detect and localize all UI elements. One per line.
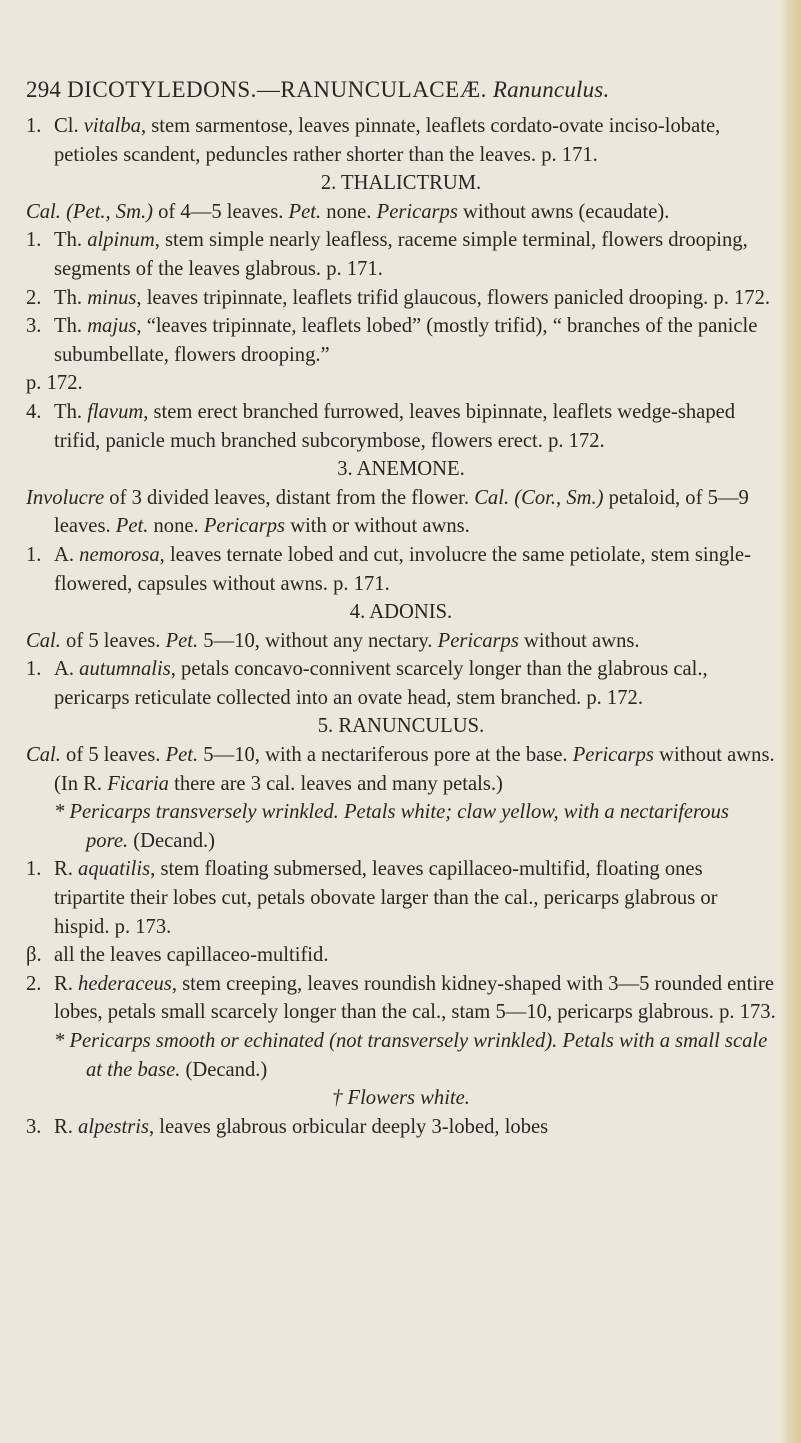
- species-entry-ranunculus-aquatilis: 1. R. aquatilis, stem floating submersed, leaves capillaceo-multifid, floating ones tripartite their lobes cut, petals obovate larger than the cal., pericarps glabrous or hispid. p. 173.: [26, 858, 718, 938]
- species-entry-thalictrum-alpinum: 1. Th. alpinum, stem simple nearly leafless, raceme simple terminal, flowers drooping, segments of the leaves glabrous. p. 171.: [26, 229, 748, 280]
- genus-description-thalictrum: Cal. (Pet., Sm.) of 4—5 leaves. Pet. none. Pericarps without awns (ecaudate).: [26, 200, 670, 223]
- species-entry-adonis-autumnalis: 1. A. autumnalis, petals concavo-connivent scarcely longer than the glabrous cal., pericarps reticulate collected into an ovate head, stem branched. p. 172.: [26, 658, 708, 709]
- genus-title: Ranunculus.: [492, 77, 610, 102]
- species-entry-ranunculus-alpestris: 3. R. alpestris, leaves glabrous orbicular deeply 3-lobed, lobes: [26, 1115, 549, 1138]
- page-reference: p. 172.: [26, 372, 83, 395]
- genus-heading-adonis: 4. ADONIS.: [349, 601, 453, 624]
- species-entry-ranunculus-hederaceus: 2. R. hederaceus, stem creeping, leaves roundish kidney-shaped with 3—5 rounded entire lobes, petals small scarcely longer than the cal., stam 5—10, pericarps glabrous. p. 173.: [26, 972, 776, 1024]
- species-entry-thalictrum-minus: 2. Th. minus, leaves tripinnate, leaflets trifid glaucous, flowers panicled drooping. p. 172.: [26, 286, 771, 309]
- variety-entry-beta: β. all the leaves capillaceo-multifid.: [26, 944, 329, 967]
- genus-description-anemone: Involucre of 3 divided leaves, distant from the flower. Cal. (Cor., Sm.) petaloid, of 5—9 leaves. Pet. none. Pericarps with or without awns.: [26, 486, 749, 538]
- page-edge-shadow: [779, 0, 801, 1443]
- species-entry-anemone-nemorosa: 1. A. nemorosa, leaves ternate lobed and cut, involucre the same petiolate, stem single-flowered, capsules without awns. p. 171.: [26, 543, 751, 595]
- section-note-smooth: * Pericarps smooth or echinated (not transversely wrinkled). Petals with a small scale at the base. (Decand.): [54, 1030, 768, 1081]
- section-title: DICOTYLEDONS.—RANUNCULACEÆ.: [67, 77, 487, 102]
- genus-description-adonis: Cal. of 5 leaves. Pet. 5—10, without any nectary. Pericarps without awns.: [26, 629, 640, 652]
- page-number: 294: [26, 77, 62, 102]
- species-entry-clematis-vitalba: 1. Cl. vitalba, stem sarmentose, leaves pinnate, leaflets cordato-ovate inciso-lobate, petioles scandent, peduncles rather shorter than the leaves. p. 171.: [26, 115, 721, 166]
- running-header: [26, 76, 609, 105]
- genus-heading-ranunculus: 5. RANUNCULUS.: [317, 715, 485, 738]
- genus-heading-thalictrum: 2. THALICTRUM.: [320, 172, 482, 195]
- species-entry-thalictrum-majus: 3. Th. majus, “leaves tripinnate, leaflets lobed” (mostly trifid), “ branches of the panicle subumbellate, flowers drooping.”: [26, 315, 758, 366]
- section-note-wrinkled: * Pericarps transversely wrinkled. Petals white; claw yellow, with a nectariferous pore. (Decand.): [54, 801, 729, 852]
- page-body: [26, 112, 776, 1141]
- genus-heading-anemone: 3. ANEMONE.: [337, 458, 465, 481]
- genus-description-ranunculus: Cal. of 5 leaves. Pet. 5—10, with a nectariferous pore at the base. Pericarps without awns. (In R. Ficaria there are 3 cal. leaves and many petals.): [26, 744, 775, 795]
- species-entry-thalictrum-flavum: 4. Th. flavum, stem erect branched furrowed, leaves bipinnate, leaflets wedge-shaped trifid, panicle much branched subcorymbose, flowers erect. p. 172.: [26, 400, 736, 452]
- section-note-white-flowers: † Flowers white.: [332, 1087, 470, 1110]
